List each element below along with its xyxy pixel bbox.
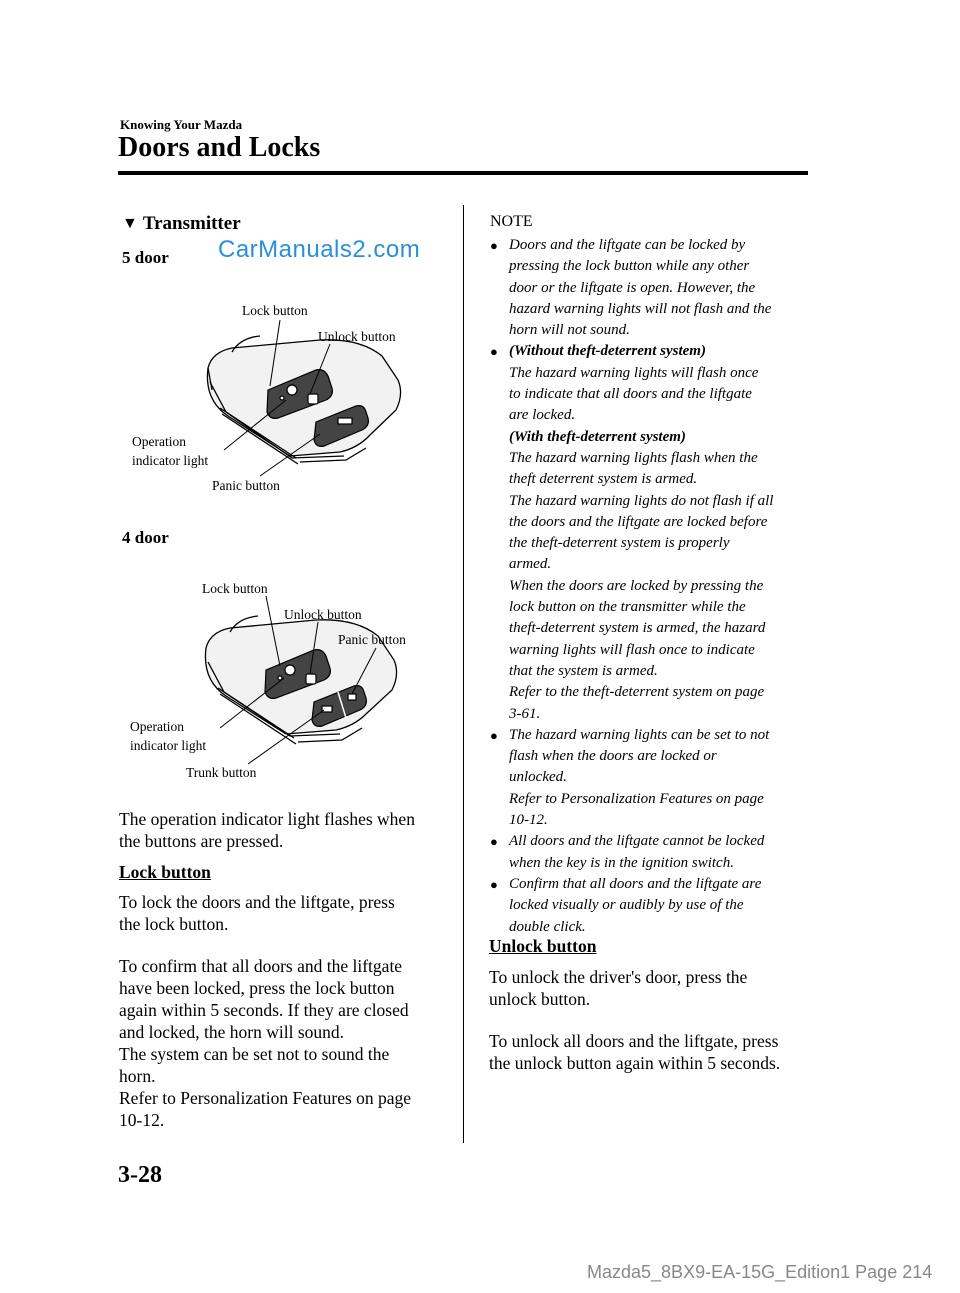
trunk-button-icon — [322, 706, 332, 712]
page-number: 3-28 — [118, 1162, 162, 1188]
bullet-icon: ● — [490, 238, 498, 253]
label-operation-line2: indicator light — [132, 453, 209, 468]
operation-indicator-light — [280, 396, 284, 400]
label-lock-button: Lock button — [202, 581, 268, 596]
bullet-icon: ● — [490, 834, 498, 850]
lock-button-icon — [287, 385, 297, 395]
unlock-paragraph-2: To unlock all doors and the liftgate, press the unlock button again within 5 seconds. — [489, 1031, 781, 1073]
note-item: ● (Without theft-deterrent system) The hazard warning lights will flash once to indicate that all doors and the liftgate are locked. (With theft-deterrent system) The hazard warning lights flash when the theft deterrent system is armed. The hazard warning lights do not flash if all the doors and the liftgate are locked before the theft-deterrent system is properly armed. When the doors are locked by pressing the lock button on the transmitter while the theft-deterrent system is armed, the hazard warning lights will flash once to indicate that the system is armed. Refer to the theft-deterrent system on page 3-61. — [490, 343, 774, 722]
panic-button-icon — [348, 694, 356, 700]
note-list — [490, 235, 820, 938]
label-operation-line1: Operation — [132, 434, 186, 449]
lock-button-icon — [285, 665, 295, 675]
triangle-down-icon: ▼ — [122, 215, 138, 232]
lock-button-heading: Lock button — [119, 862, 211, 882]
page-title: Doors and Locks — [118, 132, 321, 163]
column-divider — [463, 205, 464, 1143]
label-lock-button: Lock button — [242, 303, 308, 318]
caption-4-door: 4 door — [122, 528, 169, 547]
lock-paragraph-1: To lock the doors and the liftgate, press the lock button. — [119, 892, 395, 934]
label-unlock-button: Unlock button — [284, 607, 362, 622]
label-panic-button: Panic button — [338, 632, 406, 647]
unlock-paragraph-1: To unlock the driver's door, press the unlock button. — [489, 967, 748, 1009]
bullet-icon: ● — [490, 876, 498, 892]
bullet-icon: ● — [490, 727, 498, 743]
intro-paragraph: The operation indicator light flashes when the buttons are pressed. — [119, 809, 415, 851]
lock-paragraph-2: To confirm that all doors and the liftgate have been locked, press the lock button again within 5 seconds. If they are closed and locked, the horn will sound. The system can be set not to sound the horn. Refer to Personalization Features on page 10-12. — [119, 956, 412, 1130]
figure-5-door — [120, 290, 460, 500]
unlock-button-icon — [306, 674, 316, 684]
bullet-icon: ● — [490, 344, 498, 360]
footer-text: Mazda5_8BX9-EA-15G_Edition1 Page 214 — [587, 1262, 933, 1282]
section-title: Transmitter — [142, 213, 241, 234]
label-trunk-button: Trunk button — [186, 765, 257, 780]
section-heading — [122, 213, 241, 235]
label-operation-line2: indicator light — [130, 738, 207, 753]
note-heading: NOTE — [490, 213, 533, 230]
caption-5-door: 5 door — [122, 248, 169, 267]
note-item: ● All doors and the liftgate cannot be locked when the key is in the ignition switch. — [490, 833, 765, 871]
label-unlock-button: Unlock button — [318, 329, 396, 344]
figure-4-door — [120, 572, 460, 782]
note-item: ● The hazard warning lights can be set to not flash when the doors are locked or unlocked. Refer to Personalization Features on page 10-12. — [490, 726, 770, 829]
unlock-button-icon — [308, 394, 318, 404]
chapter-label: Knowing Your Mazda — [120, 117, 243, 132]
label-panic-button: Panic button — [212, 478, 280, 493]
watermark: CarManuals2.com — [218, 236, 421, 263]
note-item: ● Doors and the liftgate can be locked by pressing the lock button while any other door or the liftgate is open. However, the hazard warning lights will not flash and the horn will not sound. — [490, 237, 772, 339]
label-operation-line1: Operation — [130, 719, 184, 734]
unlock-button-heading: Unlock button — [489, 936, 597, 956]
note-item: ● Confirm that all doors and the liftgate are locked visually or audibly by use of the double click. — [490, 875, 762, 935]
header-rule — [118, 171, 808, 175]
